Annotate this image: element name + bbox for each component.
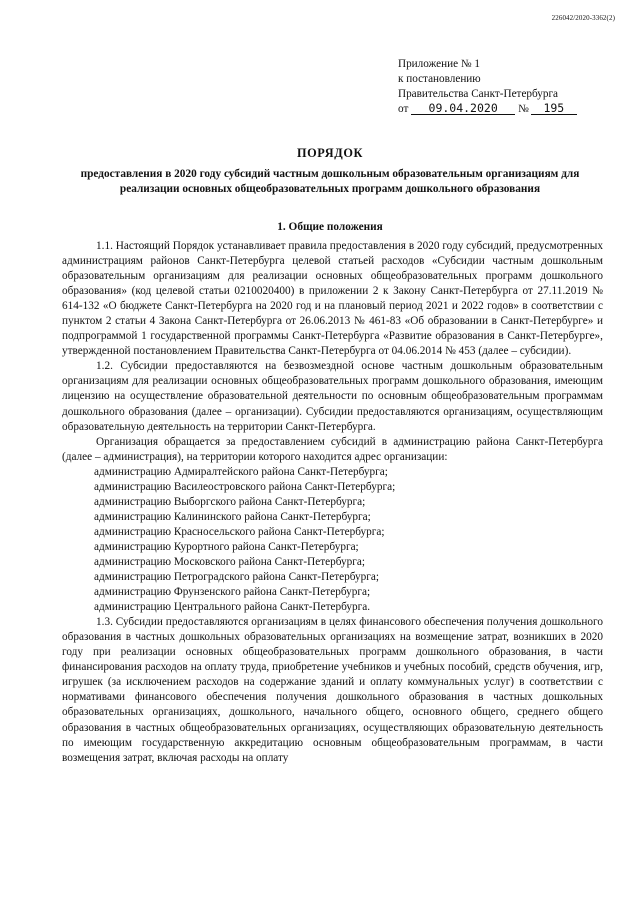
list-item: администрацию Выборгского района Санкт-Петербурга; [94,495,366,508]
paragraph-1-2: 1.2. Субсидии предоставляются на безвозмездной основе частным дошкольным образовательным организациям для реализации основных общеобразовательных программ дошкольного образования, имеющим лицензию на осуществление образовательной деятельности по основным общеобразовательным программам дошкольного образования (далее – организации). Субсидии предоставляются организациям, осуществляющим образовательную деятельность на территории Санкт-Петербурга. [62,360,603,433]
number-sign: № [518,103,529,115]
date-number-line [398,102,577,117]
appendix-label: Приложение № 1 [398,58,480,70]
decree-number: 195 [531,102,577,115]
district-administrations-list [62,465,603,615]
paragraph-1-1: 1.1. Настоящий Порядок устанавливает правила предоставления в 2020 году субсидий, предусмотренных администрациям районов Санкт-Петербурга целевой статьей расходов «Субсидии частным дошкольным образовательным организациям для реализации основных общеобразовательных программ дошкольного образования» (код целевой статьи 0210020400) в приложении 2 к Закону Санкт-Петербурга от 27.11.2019 № 614-132 «О бюджете Санкт-Петербурга на 2020 год и на плановый период 2021 и 2022 годов» в соответствии с пунктом 2 статьи 4 Закона Санкт-Петербурга от 26.06.2013 № 461-83 «Об образовании в Санкт-Петербурге» и подпрограммой 1 государственной программы Санкт-Петербурга «Развитие образования в Санкт-Петербурге», утвержденной постановлением Правительства Санкт-Петербурга от 04.06.2014 № 453 (далее – субсидии). [62,240,603,358]
decree-date: 09.04.2020 [411,102,515,115]
date-prefix: от [398,103,409,115]
document-body [62,239,603,766]
list-item: администрацию Адмиралтейского района Санкт-Петербурга; [94,465,388,478]
approval-block [398,57,577,117]
list-item: администрацию Фрунзенского района Санкт-Петербурга; [94,586,371,599]
document-title: ПОРЯДОК [296,146,364,160]
list-item: администрацию Курортного района Санкт-Петербурга; [94,540,359,553]
list-item: администрацию Василеостровского района Санкт-Петербурга; [94,480,396,493]
paragraph-1-2-addressing: Организация обращается за предоставлением субсидий в администрацию района Санкт-Петербурга (далее – администрация), на территории которого находится адрес организации: [62,435,603,463]
list-item: администрацию Московского района Санкт-Петербурга; [94,555,366,568]
document-subtitle: предоставления в 2020 году субсидий частным дошкольным образовательным организациям для реализации основных общеобразовательных программ дошкольного образования [80,168,580,195]
list-item: администрацию Центрального района Санкт-Петербурга. [94,601,371,614]
list-item: администрацию Петроградского района Санкт-Петербурга; [94,571,380,584]
paragraph-1-3: 1.3. Субсидии предоставляются организациям в целях финансового обеспечения получения дошкольного образования в частных дошкольных образовательных организациях на возмещение затрат, возникших в 2020 году при реализации основных общеобразовательных программ дошкольного образования, в части финансирования расходов на оплату труда, приобретение учебников и учебных пособий, средств обучения, игр, игрушек (за исключением расходов на содержание зданий и оплату коммунальных услуг) в соответствии с нормативами финансового обеспечения получения дошкольного образования в частных дошкольных образовательных организациях, дошкольного, начального общего, основного общего, среднего общего образования в частных общеобразовательных организациях, осуществляющих образовательную деятельность по имеющим государственную аккредитацию основным общеобразовательным программам, в части возмещения затрат, включая расходы на оплату [62,616,603,764]
list-item: администрацию Красносельского района Санкт-Петербурга; [94,525,385,538]
list-item: администрацию Калининского района Санкт-Петербурга; [94,510,371,523]
decree-reference: к постановлению [398,73,481,85]
section-heading-general: 1. Общие положения [277,221,383,233]
government-reference: Правительства Санкт-Петербурга [398,88,559,100]
document-title-block [60,146,600,196]
document-registration-number: 226042/2020-3362(2) [551,14,615,22]
